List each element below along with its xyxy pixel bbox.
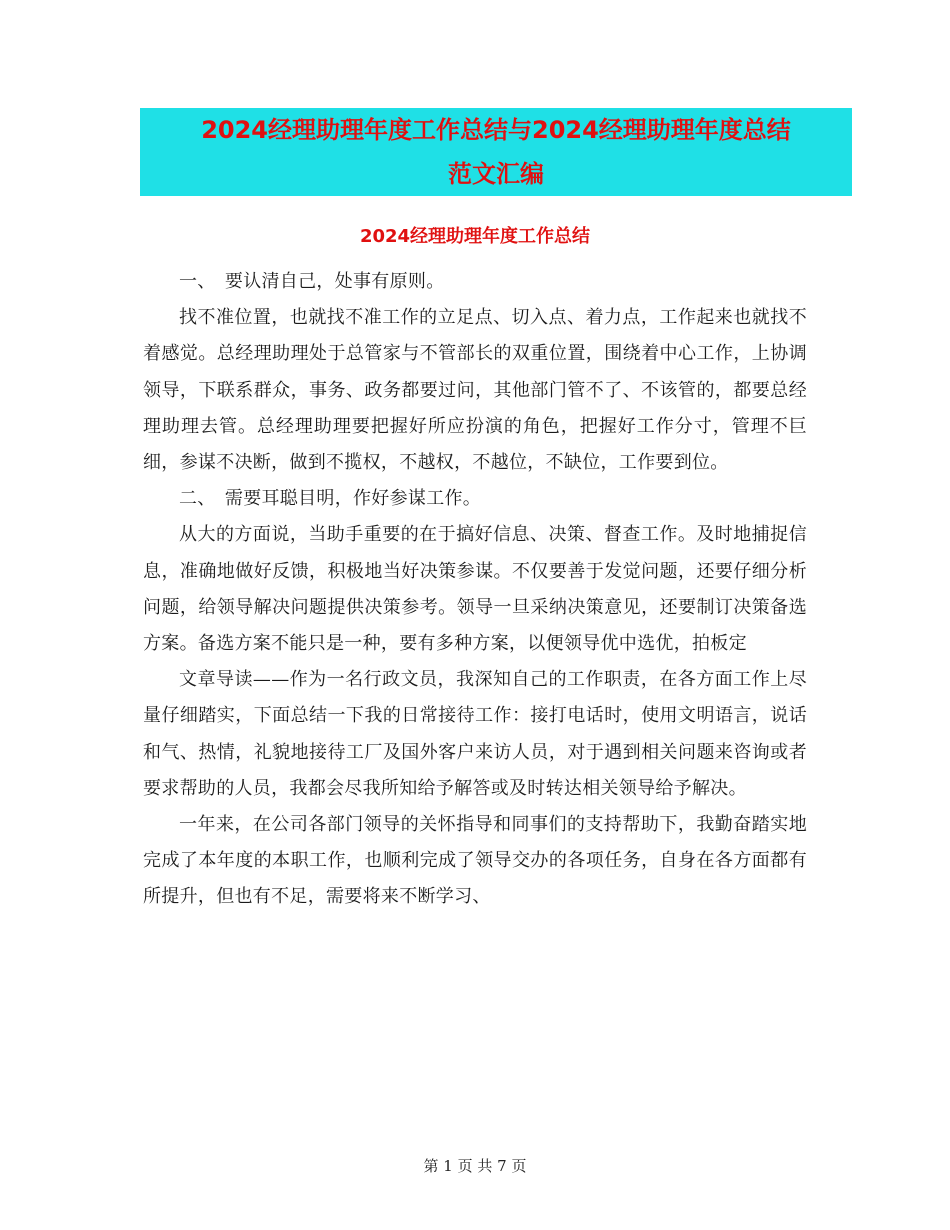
paragraph: 文章导读——作为一名行政文员，我深知自己的工作职责，在各方面工作上尽量仔细踏实，下面总结一下我的日常接待工作：接打电话时，使用文明语言，说话和气、热情，礼貌地接待工厂及国外客户来访人员，对于遇到相关问题来咨询或者要求帮助的人员，我都会尽我所知给予解答或及时转达相关领导给予解决。 <box>143 669 807 799</box>
document-title <box>140 108 852 196</box>
paragraph: 一年来，在公司各部门领导的关怀指导和同事们的支持帮助下，我勤奋踏实地完成了本年度的本职工作，也顺利完成了领导交办的各项任务，自身在各方面都有所提升，但也有不足，需要将来不断学习、 <box>143 814 807 908</box>
document-title-line-2: 范文汇编 <box>448 160 544 188</box>
section-heading: 2024经理助理年度工作总结 <box>359 226 591 247</box>
document-body <box>143 264 807 916</box>
page-footer: 第 1 页 共 7 页 <box>423 1157 527 1175</box>
paragraph: 找不准位置，也就找不准工作的立足点、切入点、着力点，工作起来也就找不着感觉。总经理助理处于总管家与不管部长的双重位置，围绕着中心工作，上协调领导，下联系群众，事务、政务都要过问，其他部门管不了、不该管的，都要总经理助理去管。总经理助理要把握好所应扮演的角色，把握好工作分寸，管理不巨细，参谋不决断，做到不揽权，不越权，不越位，不缺位，工作要到位。 <box>143 307 807 474</box>
paragraph: 从大的方面说，当助手重要的在于搞好信息、决策、督查工作。及时地捕捉信息，准确地做好反馈，积极地当好决策参谋。不仅要善于发觉问题，还要仔细分析问题，给领导解决问题提供决策参考。领导一旦采纳决策意见，还要制订决策备选方案。备选方案不能只是一种，要有多种方案，以便领导优中选优，拍板定 <box>143 524 807 655</box>
paragraph-heading-2: 二、 需要耳聪目明，作好参谋工作。 <box>179 488 482 510</box>
document-title-line-1: 2024经理助理年度工作总结与2024经理助理年度总结 <box>201 116 791 144</box>
paragraph-heading-1: 一、 要认清自己，处事有原则。 <box>179 271 445 292</box>
